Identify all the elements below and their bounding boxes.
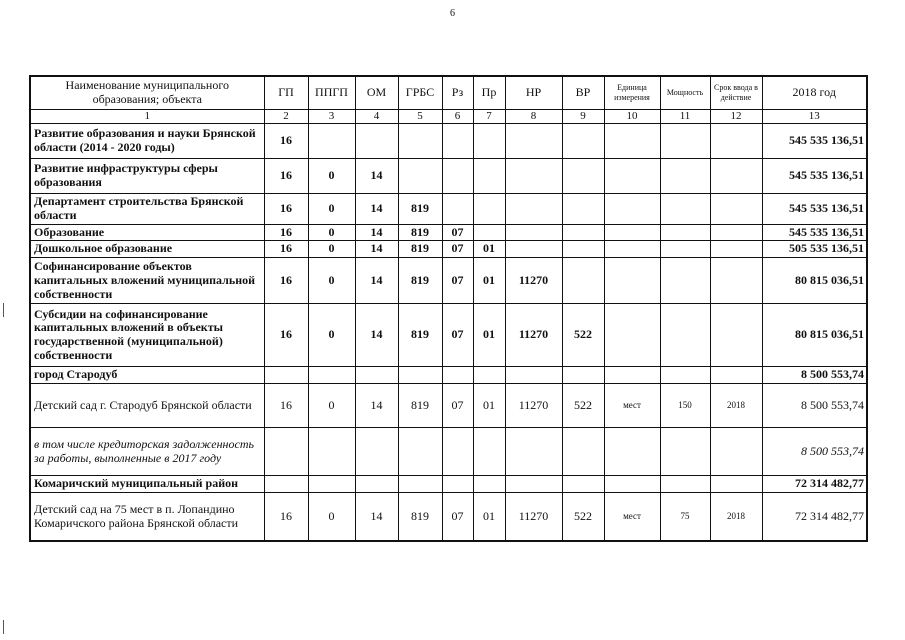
col-number: 4: [355, 110, 398, 124]
cell-vr: [562, 224, 604, 241]
row-name: Детский сад г. Стародуб Брянской области: [30, 384, 264, 428]
cell-om: 14: [355, 158, 398, 193]
cell-om: [355, 123, 398, 158]
cell-capacity: 150: [660, 384, 710, 428]
cell-nr: 11270: [505, 384, 562, 428]
cell-grbs: [398, 476, 442, 493]
cell-gp: 16: [264, 304, 308, 367]
col-number: 5: [398, 110, 442, 124]
cell-gp: 16: [264, 158, 308, 193]
cell-om: 14: [355, 224, 398, 241]
cell-pr: [473, 123, 505, 158]
table-row: [30, 158, 867, 193]
cell-capacity: [660, 224, 710, 241]
row-name: в том числе кредиторская задолженность за работы, выполненные в 2017 году: [30, 428, 264, 476]
col-header-om: ОМ: [355, 76, 398, 110]
cell-amount: 72 314 482,77: [762, 476, 867, 493]
cell-vr: [562, 123, 604, 158]
cell-capacity: [660, 158, 710, 193]
row-name: Развитие образования и науки Брянской области (2014 - 2020 годы): [30, 123, 264, 158]
cell-om: 14: [355, 241, 398, 258]
cell-om: 14: [355, 193, 398, 224]
cell-term: [710, 193, 762, 224]
cell-rz: 07: [442, 493, 473, 542]
table-row: [30, 241, 867, 258]
cell-vr: [562, 367, 604, 384]
col-header-rz: Рз: [442, 76, 473, 110]
cell-term: [710, 476, 762, 493]
cell-unit: мест: [604, 384, 660, 428]
cell-grbs: [398, 367, 442, 384]
cell-rz: 07: [442, 304, 473, 367]
cell-term: 2018: [710, 493, 762, 542]
table-row: [30, 493, 867, 542]
cell-vr: [562, 158, 604, 193]
cell-capacity: [660, 241, 710, 258]
cell-gp: [264, 367, 308, 384]
cell-om: 14: [355, 493, 398, 542]
cell-amount: 505 535 136,51: [762, 241, 867, 258]
cell-ppgp: 0: [308, 241, 355, 258]
cell-grbs: 819: [398, 304, 442, 367]
col-header-vr: ВР: [562, 76, 604, 110]
col-number: 9: [562, 110, 604, 124]
cell-amount: 545 535 136,51: [762, 193, 867, 224]
cell-term: 2018: [710, 384, 762, 428]
col-number: 13: [762, 110, 867, 124]
table-row: [30, 304, 867, 367]
cell-nr: [505, 241, 562, 258]
cell-rz: [442, 428, 473, 476]
row-name: город Стародуб: [30, 367, 264, 384]
cell-vr: 522: [562, 493, 604, 542]
cell-rz: [442, 123, 473, 158]
cell-ppgp: 0: [308, 258, 355, 304]
cell-pr: 01: [473, 493, 505, 542]
column-number-row: [30, 110, 867, 124]
cell-vr: [562, 258, 604, 304]
row-name: Образование: [30, 224, 264, 241]
cell-amount: 80 815 036,51: [762, 258, 867, 304]
cell-gp: 16: [264, 193, 308, 224]
cell-grbs: [398, 123, 442, 158]
cell-ppgp: 0: [308, 493, 355, 542]
cell-pr: [473, 158, 505, 193]
cell-om: 14: [355, 304, 398, 367]
cell-grbs: 819: [398, 384, 442, 428]
cell-nr: [505, 428, 562, 476]
cell-ppgp: [308, 476, 355, 493]
cell-pr: 01: [473, 304, 505, 367]
col-number: 7: [473, 110, 505, 124]
cell-term: [710, 241, 762, 258]
cell-term: [710, 428, 762, 476]
cell-term: [710, 158, 762, 193]
cell-om: [355, 476, 398, 493]
row-name: Детский сад на 75 мест в п. Лопандино Комаричского района Брянской области: [30, 493, 264, 542]
cell-capacity: [660, 304, 710, 367]
cell-ppgp: 0: [308, 193, 355, 224]
cell-unit: [604, 224, 660, 241]
cell-grbs: [398, 158, 442, 193]
page-number: 6: [450, 8, 455, 19]
cell-rz: 07: [442, 241, 473, 258]
cell-ppgp: 0: [308, 224, 355, 241]
margin-mark: [3, 620, 4, 634]
cell-unit: [604, 367, 660, 384]
cell-unit: мест: [604, 493, 660, 542]
cell-vr: [562, 428, 604, 476]
table-row: [30, 428, 867, 476]
cell-gp: 16: [264, 258, 308, 304]
col-header-unit: Единица измерения: [604, 76, 660, 110]
cell-nr: [505, 367, 562, 384]
cell-vr: [562, 476, 604, 493]
cell-nr: [505, 158, 562, 193]
col-header-name: Наименование муниципального образования; объекта: [30, 76, 264, 110]
cell-om: 14: [355, 258, 398, 304]
cell-om: 14: [355, 384, 398, 428]
cell-amount: 80 815 036,51: [762, 304, 867, 367]
cell-gp: 16: [264, 384, 308, 428]
col-number: 6: [442, 110, 473, 124]
col-header-ppgp: ППГП: [308, 76, 355, 110]
cell-nr: 11270: [505, 493, 562, 542]
col-header-gp: ГП: [264, 76, 308, 110]
cell-unit: [604, 258, 660, 304]
cell-term: [710, 258, 762, 304]
cell-om: [355, 367, 398, 384]
cell-amount: 545 535 136,51: [762, 123, 867, 158]
col-header-pr: Пр: [473, 76, 505, 110]
row-name: Комаричский муниципальный район: [30, 476, 264, 493]
cell-unit: [604, 476, 660, 493]
cell-rz: [442, 367, 473, 384]
cell-unit: [604, 193, 660, 224]
col-number: 8: [505, 110, 562, 124]
cell-unit: [604, 241, 660, 258]
cell-amount: 8 500 553,74: [762, 384, 867, 428]
cell-grbs: 819: [398, 258, 442, 304]
table-row: [30, 123, 867, 158]
table-row: [30, 193, 867, 224]
cell-pr: 01: [473, 241, 505, 258]
cell-rz: 07: [442, 384, 473, 428]
cell-gp: [264, 428, 308, 476]
cell-amount: 545 535 136,51: [762, 224, 867, 241]
cell-nr: [505, 476, 562, 493]
cell-ppgp: 0: [308, 384, 355, 428]
cell-grbs: 819: [398, 224, 442, 241]
budget-table: [29, 75, 868, 542]
col-header-term: Срок ввода в действие: [710, 76, 762, 110]
col-header-capacity: Мощность: [660, 76, 710, 110]
cell-ppgp: [308, 367, 355, 384]
cell-term: [710, 224, 762, 241]
col-number: 10: [604, 110, 660, 124]
cell-capacity: 75: [660, 493, 710, 542]
cell-rz: [442, 193, 473, 224]
cell-unit: [604, 158, 660, 193]
cell-rz: 07: [442, 258, 473, 304]
cell-capacity: [660, 193, 710, 224]
cell-nr: 11270: [505, 258, 562, 304]
cell-grbs: 819: [398, 493, 442, 542]
cell-nr: [505, 123, 562, 158]
cell-pr: 01: [473, 384, 505, 428]
cell-gp: 16: [264, 123, 308, 158]
table-row: [30, 476, 867, 493]
cell-gp: 16: [264, 493, 308, 542]
cell-vr: 522: [562, 304, 604, 367]
cell-capacity: [660, 123, 710, 158]
row-name: Софинансирование объектов капитальных вложений муниципальной собственности: [30, 258, 264, 304]
cell-vr: 522: [562, 384, 604, 428]
cell-amount: 8 500 553,74: [762, 428, 867, 476]
table-row: [30, 224, 867, 241]
cell-nr: 11270: [505, 304, 562, 367]
col-number: 11: [660, 110, 710, 124]
cell-amount: 545 535 136,51: [762, 158, 867, 193]
table-header-row: [30, 76, 867, 110]
cell-ppgp: [308, 123, 355, 158]
col-header-year: 2018 год: [762, 76, 867, 110]
cell-pr: [473, 193, 505, 224]
cell-grbs: 819: [398, 193, 442, 224]
cell-term: [710, 304, 762, 367]
cell-rz: [442, 476, 473, 493]
row-name: Дошкольное образование: [30, 241, 264, 258]
cell-gp: 16: [264, 241, 308, 258]
row-name: Субсидии на софинансирование капитальных вложений в объекты государственной (муниципальной) собственности: [30, 304, 264, 367]
table-row: [30, 384, 867, 428]
row-name: Департамент строительства Брянской области: [30, 193, 264, 224]
col-number: 3: [308, 110, 355, 124]
cell-vr: [562, 241, 604, 258]
cell-amount: 8 500 553,74: [762, 367, 867, 384]
cell-term: [710, 367, 762, 384]
cell-pr: [473, 224, 505, 241]
cell-amount: 72 314 482,77: [762, 493, 867, 542]
col-number: 2: [264, 110, 308, 124]
cell-unit: [604, 304, 660, 367]
margin-mark: [3, 303, 4, 317]
cell-vr: [562, 193, 604, 224]
table-row: [30, 258, 867, 304]
row-name: Развитие инфраструктуры сферы образования: [30, 158, 264, 193]
cell-capacity: [660, 476, 710, 493]
col-number: 1: [30, 110, 264, 124]
cell-rz: [442, 158, 473, 193]
cell-pr: [473, 428, 505, 476]
col-number: 12: [710, 110, 762, 124]
cell-rz: 07: [442, 224, 473, 241]
cell-pr: [473, 367, 505, 384]
cell-nr: [505, 193, 562, 224]
cell-capacity: [660, 428, 710, 476]
cell-unit: [604, 428, 660, 476]
cell-gp: [264, 476, 308, 493]
cell-om: [355, 428, 398, 476]
cell-term: [710, 123, 762, 158]
cell-ppgp: 0: [308, 158, 355, 193]
cell-ppgp: 0: [308, 304, 355, 367]
cell-pr: 01: [473, 258, 505, 304]
cell-grbs: 819: [398, 241, 442, 258]
cell-grbs: [398, 428, 442, 476]
cell-unit: [604, 123, 660, 158]
col-header-grbs: ГРБС: [398, 76, 442, 110]
col-header-nr: НР: [505, 76, 562, 110]
cell-gp: 16: [264, 224, 308, 241]
cell-capacity: [660, 258, 710, 304]
cell-pr: [473, 476, 505, 493]
cell-capacity: [660, 367, 710, 384]
table-row: [30, 367, 867, 384]
cell-nr: [505, 224, 562, 241]
cell-ppgp: [308, 428, 355, 476]
